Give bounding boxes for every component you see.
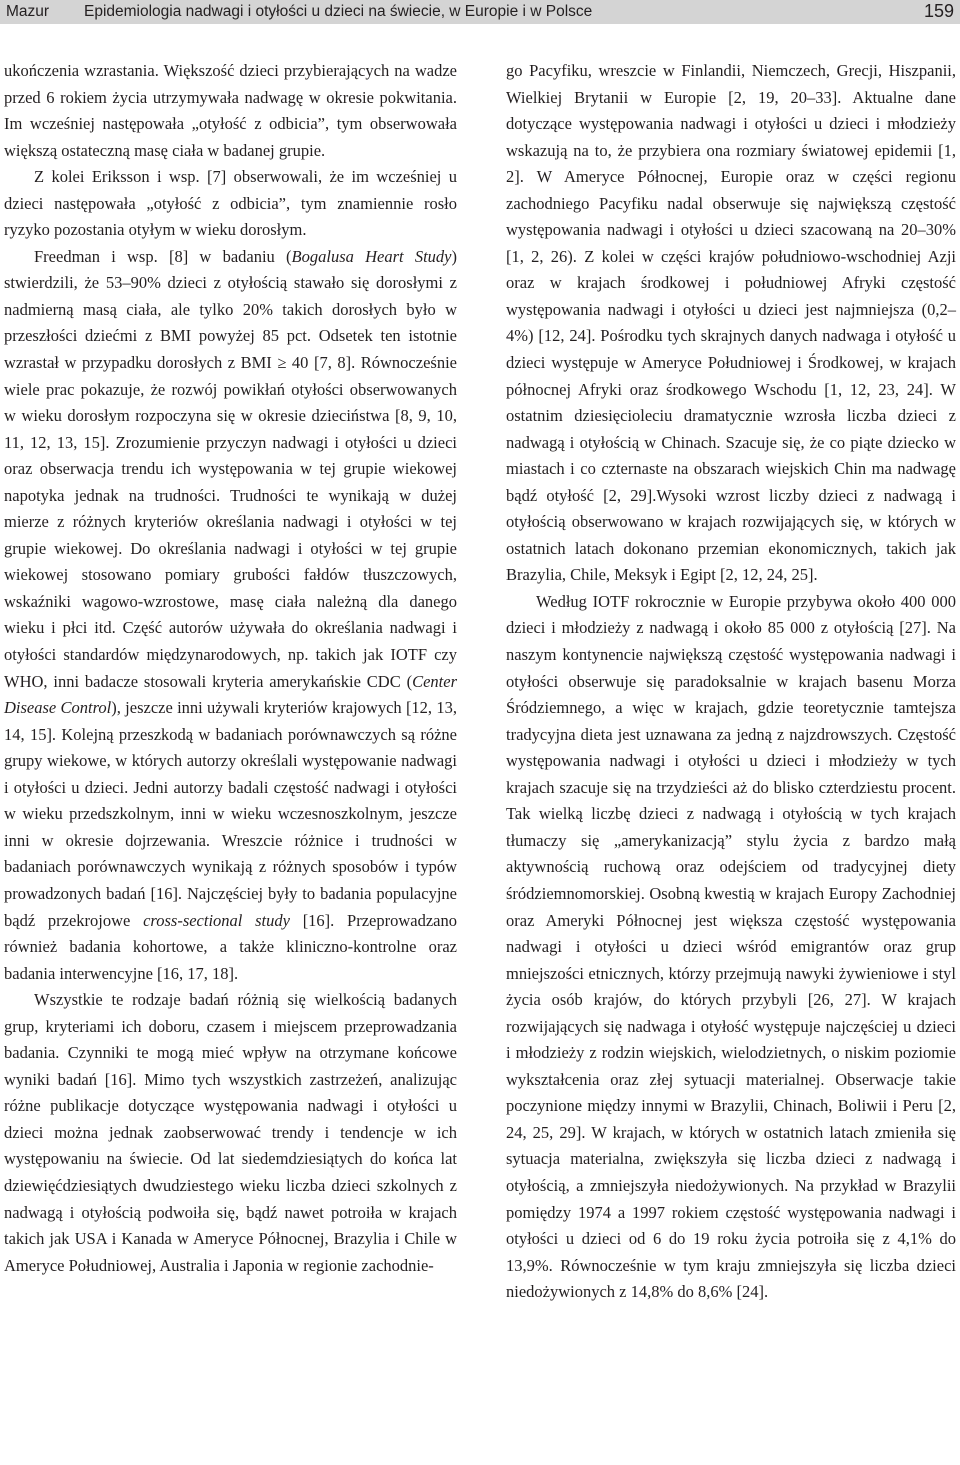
- text-run: [16]. Przeprowadzano również badania kohortowe, a także kliniczno-kontrolne oraz badania interwencyjne [16, 17, 18].: [4, 910, 457, 983]
- header-author: Mazur: [6, 3, 50, 20]
- paragraph: Wszystkie te rodzaje badań różnią się wielkością badanych grup, kryteriami ich doboru, czasem i miejscem przeprowadzania badania. Czynniki te mogą mieć wpływ na otrzymane końcowe wyniki badań [16]. Mimo tych wszystkich zastrzeżeń, analizując różne publikacje dotyczące występowania nadwagi i otyłości u dzieci można jednak zaobserwować trendy i tendencje w ich występowaniu na świecie. Od lat siedemdziesiątych do końca lat dziewięćdziesiątych dwudziestego wieku liczba dzieci szkolnych z nadwagą i otyłością podwoiła się, bądź nawet potroiła w krajach takich jak USA i Kanada w Ameryce Północnej, Brazylia i Chile w Ameryce Południowej, Australia i Japonia w regionie zachodnie-: [4, 990, 457, 1275]
- left-column: [4, 58, 457, 1279]
- text-run: Freedman i wsp. [8] w badaniu (: [34, 246, 292, 266]
- italic-study-name: Bogalusa Heart Study: [291, 246, 452, 266]
- right-column: [506, 58, 956, 1306]
- text-run: ), jeszcze inni używali kryteriów krajowych [12, 13, 14, 15]. Kolejną przeszkodą w badaniach porównawczych są różne grupy wiekowe, w których autorzy określali występowanie nadwagi i otyłości u dzieci. Jedni autorzy badali częstość nadwagi i otyłości w wieku przedszkolnym, inni w wieku wczesnoszkolnym, jeszcze inni w okresie dojrzewania. Wreszcie różnice i trudności w badaniach porównawczych wynikają z różnych sposobów i typów prowadzonych badań [16]. Najczęściej były to badania populacyjne bądź przekrojowe: [4, 698, 457, 930]
- running-header: [0, 0, 960, 24]
- page-number: 159: [923, 1, 954, 21]
- paragraph: [4, 244, 457, 987]
- paragraph: Z kolei Eriksson i wsp. [7] obserwowali, że im wcześniej u dzieci następowała „otyłość z odbicia”, tym znamiennie rosło ryzyko pozostania otyłym w wieku dorosłym.: [4, 167, 457, 240]
- paragraph: go Pacyfiku, wreszcie w Finlandii, Niemczech, Grecji, Hiszpanii, Wielkiej Brytanii w Europie [2, 19, 20–33]. Aktualne dane dotyczące występowania nadwagi i otyłości u dzieci i młodzieży wskazują na to, że przybiera ona rozmiary światowej epidemii [1, 2]. W Ameryce Północnej, Europie oraz w części regionu zachodniego Pacyfiku nadal obserwuje się największą częstość występowania nadwagi i otyłości u dzieci szacowaną na 20–30% [1, 2, 26). Z kolei w części krajów południowo-wschodniej Azji oraz w krajach środkowej i południowej Afryki częstość występowania nadwagi i otyłości u dzieci jest najmniejsza (0,2–4%) [12, 24]. Pośrodku tych skrajnych danych nadwaga i otyłość u dzieci występuje w Ameryce Południowej i Środkowej, w krajach północnej Afryki oraz środkowego Wschodu [1, 12, 23, 24]. W ostatnim dziesięcioleciu dramatycznie wzrosła liczba dzieci z nadwagą i otyłością w Chinach. Szacuje się, że co piąte dziecko w miastach i co czternaste na obszarach wiejskich Chin ma nadwagę bądź otyłość [2, 29].Wysoki wzrost liczby dzieci z nadwagą i otyłością obserwowano w krajach rozwijających się, w których w ostatnich latach dokonano przemian ekonomicznych, takich jak Brazylia, Chile, Meksyk i Egipt [2, 12, 24, 25].: [506, 61, 956, 585]
- italic-term: cross-sectional study: [143, 910, 290, 930]
- paragraph: ukończenia wzrastania. Większość dzieci przybierających na wadze przed 6 rokiem życia utrzymywała nadwagę w okresie pokwitania. Im wcześniej następowała „otyłość z odbicia”, tym obserwowała większą ostateczną masę ciała w badanej grupie.: [4, 61, 457, 160]
- paragraph: Według IOTF rokrocznie w Europie przybywa około 400 000 dzieci i młodzieży z nadwagą i około 85 000 z otyłością [27]. Na naszym kontynencie największą częstość występowania nadwagi i otyłości obserwuje się paradoksalnie w krajach basenu Morza Śródziemnego, a więc w krajach, gdzie teoretycznie tamtejsza tradycyjna dieta jest uznawana za jedną z najzdrowszych. Częstość występowania nadwagi i otyłości u dzieci i młodzieży w tych krajach szacuje się na trzydzieści aż do blisko czterdziestu procent. Tak wielką liczbę dzieci z nadwagą i otyłością w tych krajach tłumaczy się „amerykanizacją” stylu życia z bardzo małą aktywnością ruchową oraz odejściem od tradycyjnej diety śródziemnomorskiej. Osobną kwestią w krajach Europy Zachodniej oraz Ameryki Północnej jest większa częstość występowania nadwagi i otyłości u dzieci wśród emigrantów oraz grup mniejszości etnicznych, którzy przejmują nawyki żywieniowe i styl życia osób krajów, do których przybyli [26, 27]. W krajach rozwijających się nadwaga i otyłość występuje najczęściej u dzieci i młodzieży z rodzin wiejskich, wielodzietnych, o niskim poziomie wykształcenia oraz złej sytuacji materialnej. Obserwacje takie poczynione między innymi w Brazylii, Chinach, Boliwii i Peru [2, 24, 25, 29]. W krajach, w których w ostatnich latach zmieniła się sytuacja materialna, zwiększyła się liczba dzieci z nadwagą i otyłością, a zmniejszyła niedożywionych. Na przykład w Brazylii pomiędzy 1974 a 1997 rokiem częstość występowania nadwagi i otyłości u dzieci od 6 do 19 roku życia potroiła się z 4,1% do 13,9%. Równocześnie w tym kraju zmniejszyła się liczba dzieci niedożywionych z 14,8% do 8,6% [24].: [506, 591, 956, 1302]
- italic-term: Center Disease Control: [4, 671, 457, 718]
- header-title: Epidemiologia nadwagi i otyłości u dzieci na świecie, w Europie i w Polsce: [84, 3, 593, 20]
- text-run: ) stwierdzili, że 53–90% dzieci z otyłością stawało się dorosłymi z nadmierną masą ciała, ale tylko 20% takich dorosłych było w przeszłości dziećmi z BMI powyżej 85 pct. Odsetek ten istotnie wzrastał w przypadku dorosłych z BMI ≥ 40 [7, 8]. Równocześnie wiele prac pokazuje, że rozwój powikłań otyłości obserwowanych w wieku dorosłym rozpoczyna się w okresie dzieciństwa [8, 9, 10, 11, 12, 13, 15]. Zrozumienie przyczyn nadwagi i otyłości u dzieci oraz obserwacja trendu ich występowania w tej grupie wiekowej napotyka jednak na trudności. Trudności te wynikają w dużej mierze z różnych kryteriów określania nadwagi i otyłości w tej grupie wiekowej. Do określania nadwagi i otyłości w tej grupie wiekowej stosowano pomiary grubości fałdów tłuszczowych, wskaźniki wagowo-wzrostowe, masę ciała należną dla danego wieku i płci itd. Część autorów używała do określania nadwagi i otyłości standardów międzynarodowych, np. takich jak IOTF czy WHO, inni badacze stosowali kryteria amerykańskie CDC (: [4, 246, 457, 691]
